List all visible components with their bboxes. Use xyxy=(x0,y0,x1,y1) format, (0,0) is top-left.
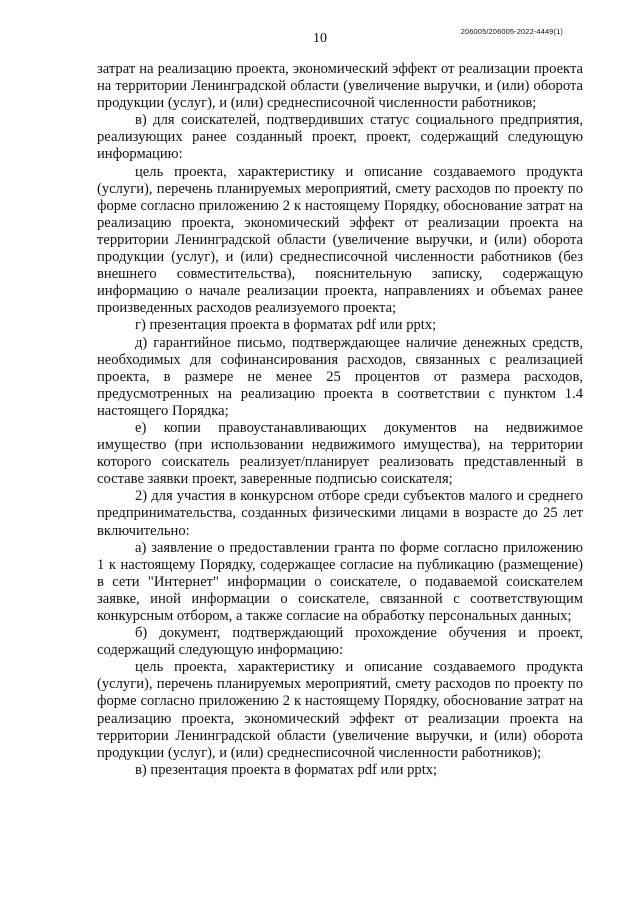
paragraph: в) презентация проекта в форматах pdf или pptx; xyxy=(135,761,438,778)
document-id: 206005/206005-2022-4449(1) xyxy=(460,27,563,36)
paragraph: а) заявление о предоставлении гранта по форме согласно приложению 1 к настоящему Порядку, содержащее согласие на публикацию (размещение) в сети "Интернет" информации о соискателе, о подаваемой соискателем заявке, иной информации о соискателе, связанной с соответствующим конкурсным отбором, а также согласие на обработку персональных данных; xyxy=(97,539,583,624)
paragraph: цель проекта, характеристику и описание создаваемого продукта (услуги), перечень планируемых мероприятий, смету расходов по проекту по форме согласно приложению 2 к настоящему Порядку, обоснование затрат на реализацию проекта, экономический эффект от реализации проекта на территории Ленинградской области (увеличение выручки, и (или) оборота продукции (услуг), и (или) среднесписочной численности работников (без внешнего совместительства), пояснительную записку, содержащую информацию о начале реализации проекта, направлениях и объемах ранее произведенных расходов реализуемого проекта; xyxy=(97,163,583,317)
paragraph: 2) для участия в конкурсном отборе среди субъектов малого и среднего предпринимательства, созданных физическими лицами в возрасте до 25 лет включительно: xyxy=(97,488,583,539)
paragraph: б) документ, подтверждающий прохождение обучения и проект, содержащий следующую информацию: xyxy=(97,625,583,659)
page-number: 10 xyxy=(313,31,327,46)
paragraph: цель проекта, характеристику и описание создаваемого продукта (услуги), перечень планируемых мероприятий, смету расходов по проекту по форме согласно приложению 2 к настоящему Порядку, обоснование затрат на реализацию проекта, экономический эффект от реализации проекта на территории Ленинградской области (увеличение выручки, и (или) оборота продукции (услуг), и (или) среднесписочной численности работников); xyxy=(97,659,583,761)
paragraph: в) для соискателей, подтвердивших статус социального предприятия, реализующих ранее созданный проект, проект, содержащий следующую информацию: xyxy=(97,112,583,163)
paragraph: г) презентация проекта в форматах pdf или pptx; xyxy=(135,317,437,334)
paragraph: затрат на реализацию проекта, экономический эффект от реализации проекта на территории Ленинградской области (увеличение выручки, и (или) оборота продукции (услуг), и (или) среднесписочной численности работников; xyxy=(97,61,583,112)
document-body xyxy=(97,61,583,779)
paragraph: е) копии правоустанавливающих документов на недвижимое имущество (при использовании недвижимого имущества), на территории которого соискатель реализует/планирует реализовать представленный в составе заявки проект, заверенные подписью соискателя; xyxy=(97,419,583,488)
paragraph: д) гарантийное письмо, подтверждающее наличие денежных средств, необходимых для софинансирования расходов, связанных с реализацией проекта, в размере не менее 25 процентов от размера расходов, предусмотренных на реализацию проекта в соответствии с пунктом 1.4 настоящего Порядка; xyxy=(97,334,583,419)
